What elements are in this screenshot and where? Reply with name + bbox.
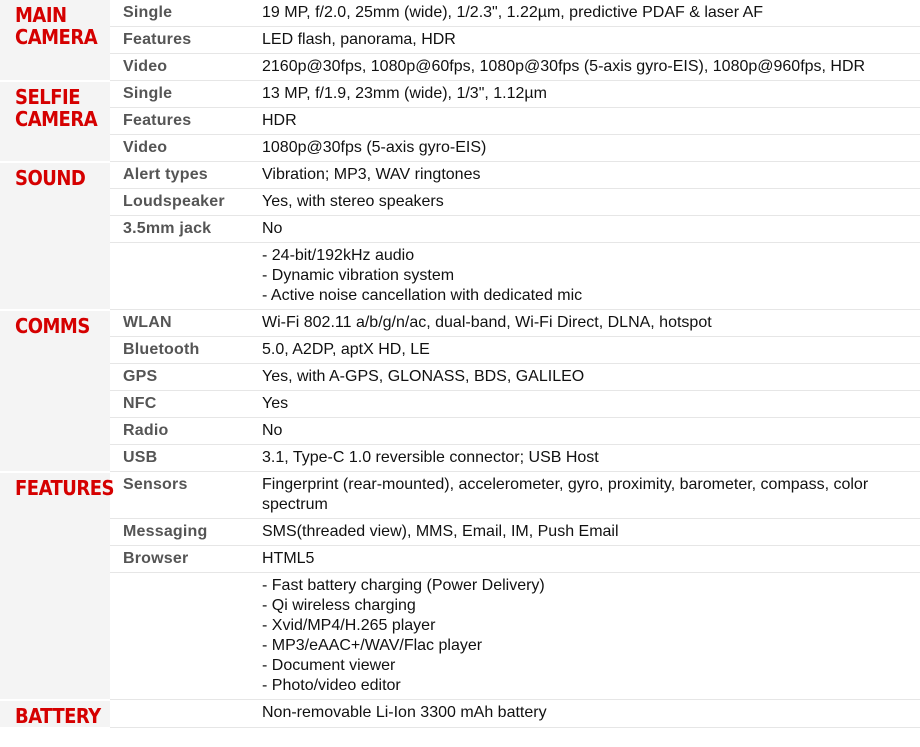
spec-label: [110, 700, 249, 728]
spec-row: [0, 135, 920, 162]
spec-value: Fingerprint (rear-mounted), accelerometer, gyro, proximity, barometer, compass, color spectrum: [249, 472, 920, 519]
spec-row: [0, 391, 920, 418]
spec-value: [249, 243, 920, 310]
spec-row: [0, 189, 920, 216]
spec-value-line: - Active noise cancellation with dedicated mic: [262, 287, 583, 304]
spec-value: HDR: [249, 108, 920, 135]
spec-label: Loudspeaker: [110, 189, 249, 216]
spec-row: [0, 337, 920, 364]
spec-label: 3.5mm jack: [110, 216, 249, 243]
spec-value-line: - Xvid/MP4/H.265 player: [262, 617, 436, 634]
category-label: COMMS: [15, 313, 90, 338]
category-cell: [0, 162, 110, 310]
spec-value-line: - Fast battery charging (Power Delivery): [262, 577, 545, 594]
spec-label: WLAN: [110, 310, 249, 337]
spec-value: 5.0, A2DP, aptX HD, LE: [249, 337, 920, 364]
spec-label: USB: [110, 445, 249, 472]
spec-row: [0, 364, 920, 391]
spec-label: Single: [110, 81, 249, 108]
spec-value: 2160p@30fps, 1080p@60fps, 1080p@30fps (5-axis gyro-EIS), 1080p@960fps, HDR: [249, 54, 920, 81]
spec-label: Video: [110, 54, 249, 81]
spec-value-line: - Photo/video editor: [262, 677, 401, 694]
spec-value-line: - Dynamic vibration system: [262, 267, 455, 284]
category-label: BATTERY: [15, 703, 101, 728]
spec-row: [0, 700, 920, 728]
spec-row: [0, 472, 920, 519]
spec-label: Features: [110, 27, 249, 54]
spec-label: GPS: [110, 364, 249, 391]
spec-value: No: [249, 418, 920, 445]
spec-value: No: [249, 216, 920, 243]
spec-label: Messaging: [110, 519, 249, 546]
category-cell: [0, 472, 114, 700]
spec-label: Alert types: [110, 162, 249, 189]
spec-label: [110, 243, 249, 310]
category-cell: [0, 310, 110, 472]
spec-value-line: - MP3/eAAC+/WAV/Flac player: [262, 637, 483, 654]
spec-value-line: - 24-bit/192kHz audio: [262, 247, 415, 264]
spec-value: LED flash, panorama, HDR: [249, 27, 920, 54]
spec-value-line: - Document viewer: [262, 657, 396, 674]
spec-row: [0, 445, 920, 472]
spec-label: Radio: [110, 418, 249, 445]
category-label: MAIN CAMERA: [15, 3, 98, 49]
spec-row: [0, 573, 920, 700]
spec-value: Yes, with stereo speakers: [249, 189, 920, 216]
spec-row: [0, 519, 920, 546]
spec-label: Browser: [110, 546, 249, 573]
category-cell: [0, 81, 110, 162]
spec-row: [0, 108, 920, 135]
category-label: SOUND: [15, 165, 86, 190]
spec-value: [249, 573, 920, 700]
spec-row: [0, 54, 920, 81]
spec-value: 1080p@30fps (5-axis gyro-EIS): [249, 135, 920, 162]
spec-label: Sensors: [110, 472, 249, 519]
spec-value: Wi-Fi 802.11 a/b/g/n/ac, dual-band, Wi-Fi Direct, DLNA, hotspot: [249, 310, 920, 337]
spec-row: [0, 81, 920, 108]
spec-row: [0, 0, 920, 27]
spec-label: Single: [110, 0, 249, 27]
category-label: FEATURES: [15, 475, 114, 500]
spec-row: [0, 310, 920, 337]
spec-row: [0, 216, 920, 243]
spec-value-line: - Qi wireless charging: [262, 597, 416, 614]
spec-row: [0, 27, 920, 54]
spec-value: 13 MP, f/1.9, 23mm (wide), 1/3", 1.12µm: [249, 81, 920, 108]
spec-row: [0, 243, 920, 310]
spec-label: Bluetooth: [110, 337, 249, 364]
spec-value: Yes: [249, 391, 920, 418]
spec-value: HTML5: [249, 546, 920, 573]
spec-label: NFC: [110, 391, 249, 418]
spec-value: SMS(threaded view), MMS, Email, IM, Push Email: [249, 519, 920, 546]
spec-value: 19 MP, f/2.0, 25mm (wide), 1/2.3", 1.22µm, predictive PDAF & laser AF: [249, 0, 920, 27]
spec-row: [0, 418, 920, 445]
category-label: SELFIE CAMERA: [15, 84, 98, 131]
spec-label: Video: [110, 135, 249, 162]
spec-row: [0, 546, 920, 573]
spec-value: Yes, with A-GPS, GLONASS, BDS, GALILEO: [249, 364, 920, 391]
spec-value: Vibration; MP3, WAV ringtones: [249, 162, 920, 189]
spec-label: [110, 573, 249, 700]
category-cell: [0, 0, 110, 81]
spec-value: Non-removable Li-Ion 3300 mAh battery: [249, 700, 920, 728]
spec-label: Features: [110, 108, 249, 135]
spec-row: [0, 162, 920, 189]
spec-value: 3.1, Type-C 1.0 reversible connector; USB Host: [249, 445, 920, 472]
category-cell: [0, 700, 110, 728]
